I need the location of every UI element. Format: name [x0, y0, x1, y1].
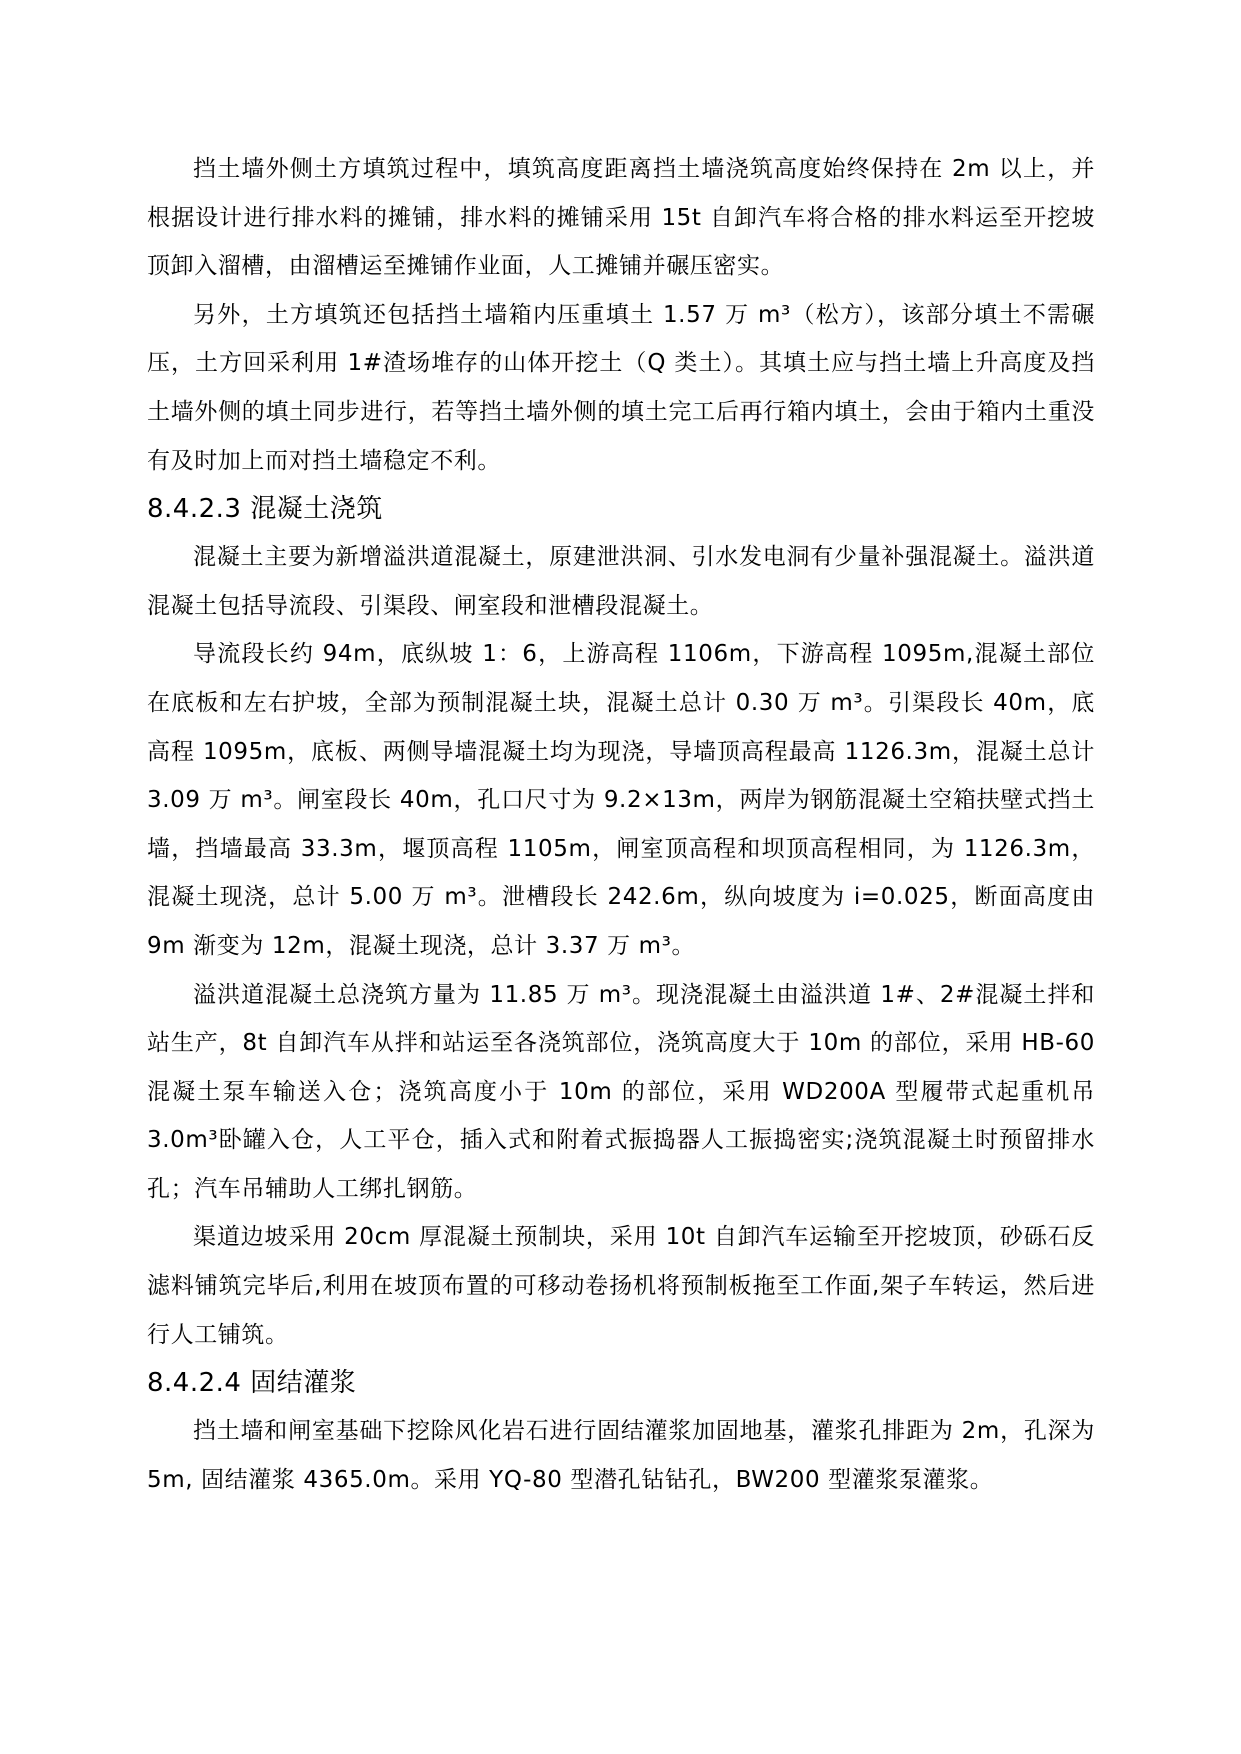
paragraph-concrete-segments: 导流段长约 94m，底纵坡 1：6，上游高程 1106m，下游高程 1095m,混凝土部位在底板和左右护坡，全部为预制混凝土块，混凝土总计 0.30 万 m³。引渠段长 40m，底高程 1095m，底板、两侧导墙混凝土均为现浇，导墙顶高程最高 1126.3m，混凝土总计 3.09 万 m³。闸室段长 40m，孔口尺寸为 9.2×13m，两岸为钢筋混凝土空箱扶壁式挡土墙，挡墙最高 33.3m，堰顶高程 1105m，闸室顶高程和坝顶高程相同，为 1126.3m，混凝土现浇，总计 5.00 万 m³。泄槽段长 242.6m，纵向坡度为 i=0.025，断面高度由 9m 渐变为 12m，混凝土现浇，总计 3.37 万 m³。 [147, 641, 1095, 959]
section-heading-grouting: 8.4.2.4 固结灌浆 [147, 1368, 357, 1399]
paragraph-concrete-overview: 混凝土主要为新增溢洪道混凝土，原建泄洪洞、引水发电洞有少量补强混凝土。溢洪道混凝土包括导流段、引渠段、闸室段和泄槽段混凝土。 [147, 544, 1095, 619]
paragraph-precast-blocks: 渠道边坡采用 20cm 厚混凝土预制块，采用 10t 自卸汽车运输至开挖坡顶，砂砾石反滤料铺筑完毕后,利用在坡顶布置的可移动卷扬机将预制板拖至工作面,架子车转运，然后进行人工铺筑。 [147, 1224, 1095, 1348]
paragraph-concrete-placement: 溢洪道混凝土总浇筑方量为 11.85 万 m³。现浇混凝土由溢洪道 1#、2#混凝土拌和站生产，8t 自卸汽车从拌和站运至各浇筑部位，浇筑高度大于 10m 的部位，采用 HB-60 混凝土泵车输送入仓；浇筑高度小于 10m 的部位，采用 WD200A 型履带式起重机吊 3.0m³卧罐入仓，人工平仓，插入式和附着式振捣器人工振捣密实;浇筑混凝土时预留排水孔；汽车吊辅助人工绑扎钢筋。 [147, 981, 1095, 1202]
paragraph-consolidation-grouting: 挡土墙和闸室基础下挖除风化岩石进行固结灌浆加固地基，灌浆孔排距为 2m，孔深为 5m, 固结灌浆 4365.0m。采用 YQ-80 型潜孔钻钻孔，BW200 型灌浆泵灌浆。 [147, 1418, 1095, 1493]
section-heading-concrete: 8.4.2.3 混凝土浇筑 [147, 494, 383, 525]
paragraph-earth-fill-box: 另外，土方填筑还包括挡土墙箱内压重填土 1.57 万 m³（松方），该部分填土不需碾压，土方回采利用 1#渣场堆存的山体开挖土（Q 类土）。其填土应与挡土墙上升高度及挡土墙外侧的填土同步进行，若等挡土墙外侧的填土完工后再行箱内填土，会由于箱内土重没有及时加上而对挡土墙稳定不利。 [147, 301, 1095, 474]
paragraph-earth-fill-outer: 挡土墙外侧土方填筑过程中，填筑高度距离挡土墙浇筑高度始终保持在 2m 以上，并根据设计进行排水料的摊铺，排水料的摊铺采用 15t 自卸汽车将合格的排水料运至开挖坡顶卸入溜槽，由溜槽运至摊铺作业面，人工摊铺并碾压密实。 [147, 156, 1095, 280]
page-content [147, 145, 1095, 1504]
